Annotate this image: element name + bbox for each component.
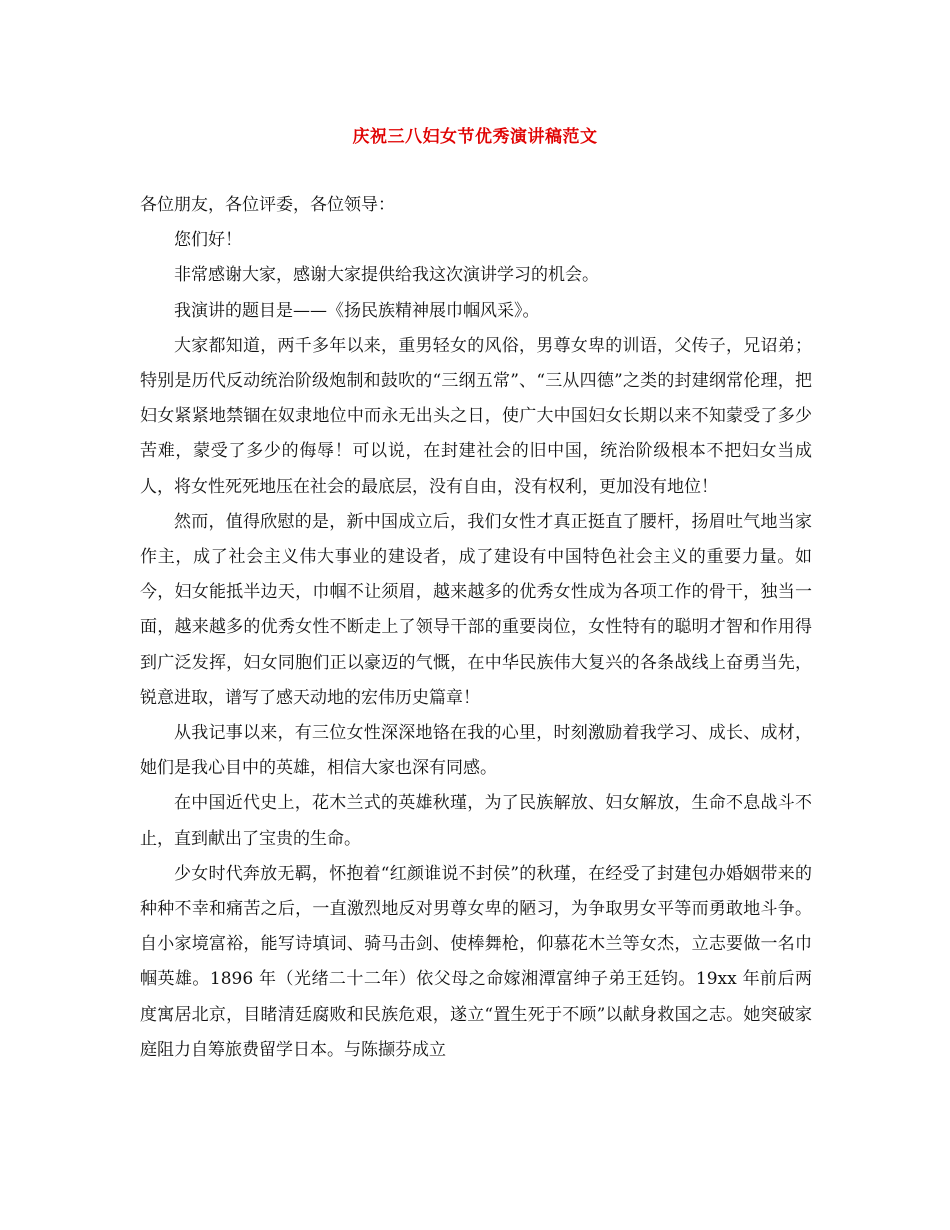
paragraph: 从我记事以来，有三位女性深深地铬在我的心里，时刻激励着我学习、成长、成材，她们是我心目中的英雄，相信大家也深有同感。 [140, 723, 812, 779]
paragraph: 您们好！ [174, 230, 242, 251]
paragraph: 少女时代奔放无羁，怀抱着“红颜谁说不封侯”的秋瑾，在经受了封建包办婚姻带来的种种不幸和痛苦之后，一直激烈地反对男尊女卑的陋习，为争取男女平等而勇敢地斗争。自小家境富裕，能写诗填词、骑马击剑、使棒舞枪，仰慕花木兰等女杰，立志要做一名巾帼英雄。1896 年（光绪二十二年）依父母之命嫁湘潭富绅子弟王廷钧。19xx 年前后两度寓居北京，目睹清廷腐败和民族危艰，遂立“置生死于不顾”以献身救国之志。她突破家庭阻力自筹旅费留学日本。与陈撷芬成立 [140, 863, 812, 1060]
paragraph: 大家都知道，两千多年以来，重男轻女的风俗，男尊女卑的训语，父传子，兄诏弟；特别是历代反动统治阶级炮制和鼓吹的“三纲五常”、“三从四德”之类的封建纲常伦理，把妇女紧紧地禁锢在奴隶地位中而永无出头之日，使广大中国妇女长期以来不知蒙受了多少苦难，蒙受了多少的侮辱！可以说，在封建社会的旧中国，统治阶级根本不把妇女当成人，将女性死死地压在社会的最底层，没有自由，没有权利，更加没有地位！ [140, 335, 812, 497]
document-title: 庆祝三八妇女节优秀演讲稿范文 [352, 127, 598, 147]
paragraph: 然而，值得欣慰的是，新中国成立后，我们女性才真正挺直了腰杆，扬眉吐气地当家作主，成了社会主义伟大事业的建设者，成了建设有中国特色社会主义的重要力量。如今，妇女能抵半边天，巾帼不让须眉，越来越多的优秀女性成为各项工作的骨干，独当一面，越来越多的优秀女性不断走上了领导干部的重要岗位，女性特有的聪明才智和作用得到广泛发挥，妇女同胞们正以豪迈的气慨，在中华民族伟大复兴的各条战线上奋勇当先，锐意进取，谱写了感天动地的宏伟历史篇章！ [140, 511, 812, 708]
salutation: 各位朋友，各位评委，各位领导： [140, 195, 395, 215]
paragraph: 我演讲的题目是——《扬民族精神展巾帼风采》。 [174, 300, 540, 321]
document-body [140, 188, 812, 1068]
paragraph: 在中国近代史上，花木兰式的英雄秋瑾，为了民族解放、妇女解放，生命不息战斗不止，直到献出了宝贵的生命。 [140, 793, 812, 849]
paragraph: 非常感谢大家，感谢大家提供给我这次演讲学习的机会。 [174, 265, 599, 286]
